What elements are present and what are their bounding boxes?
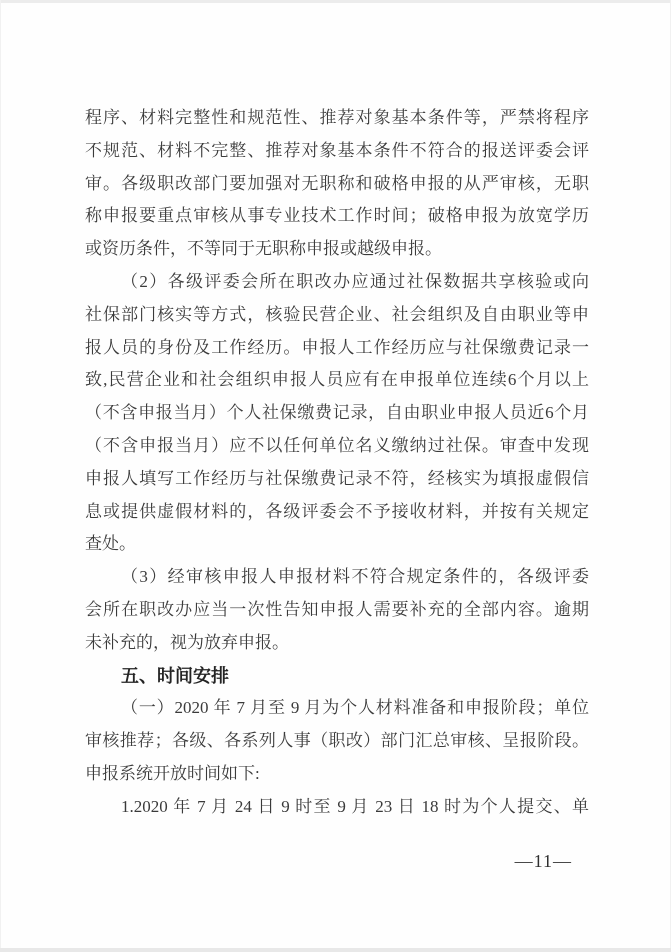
document-line: 致,民营企业和社会组织申报人员应有在申报单位连续6个月以上 [85, 370, 589, 390]
document-line: 不规范、材料不完整、推荐对象基本条件不符合的报送评委会评 [85, 140, 589, 160]
document-line: 申报人填写工作经历与社保缴费记录不符，经核实为填报虚假信 [85, 468, 589, 488]
document-line: （2）各级评委会所在职改办应通过社保数据共享核验或向 [121, 271, 589, 291]
document-line: （不含申报当月）个人社保缴费记录，自由职业申报人员近6个月 [85, 403, 589, 423]
document-line: （不含申报当月）应不以任何单位名义缴纳过社保。审查中发现 [85, 435, 589, 455]
document-line: 或资历条件，不等同于无职称申报或越级申报。 [85, 239, 442, 259]
document-line: （3）经审核申报人申报材料不符合规定条件的，各级评委 [121, 567, 589, 587]
scan-edge-top [0, 0, 671, 3]
scan-edge-left [0, 0, 1, 952]
scan-edge-bottom [0, 948, 671, 952]
document-line: 审核推荐；各级、各系列人事（职改）部门汇总审核、呈报阶段。 [85, 731, 589, 751]
page-number: —11— [514, 851, 572, 871]
document-line: 社保部门核实等方式，核验民营企业、社会组织及自由职业等申 [85, 304, 589, 324]
document-line: 申报系统开放时间如下: [85, 763, 260, 783]
document-line: 审。各级职改部门要加强对无职称和破格申报的从严审核，无职 [85, 173, 589, 193]
document-line: 称申报要重点审核从事专业技术工作时间；破格申报为放宽学历 [85, 206, 589, 226]
document-line: 息或提供虚假材料的，各级评委会不予接收材料，并按有关规定 [85, 501, 589, 521]
document-line: 程序、材料完整性和规范性、推荐对象基本条件等，严禁将程序 [85, 108, 589, 127]
document-line: （一）2020 年 7 月至 9 月为个人材料准备和申报阶段；单位 [121, 698, 589, 718]
document-line: 查处。 [85, 534, 136, 554]
document-line: 未补充的，视为放弃申报。 [85, 632, 289, 652]
document-line: 会所在职改办应当一次性告知申报人需要补充的全部内容。逾期 [85, 599, 589, 619]
document-body [85, 102, 589, 824]
document-line: 五、时间安排 [121, 665, 229, 686]
document-line: 报人员的身份及工作经历。申报人工作经历应与社保缴费记录一 [85, 337, 589, 357]
document-line: 1.2020 年 7 月 24 日 9 时至 9 月 23 日 18 时为个人提交、单 [121, 796, 589, 816]
